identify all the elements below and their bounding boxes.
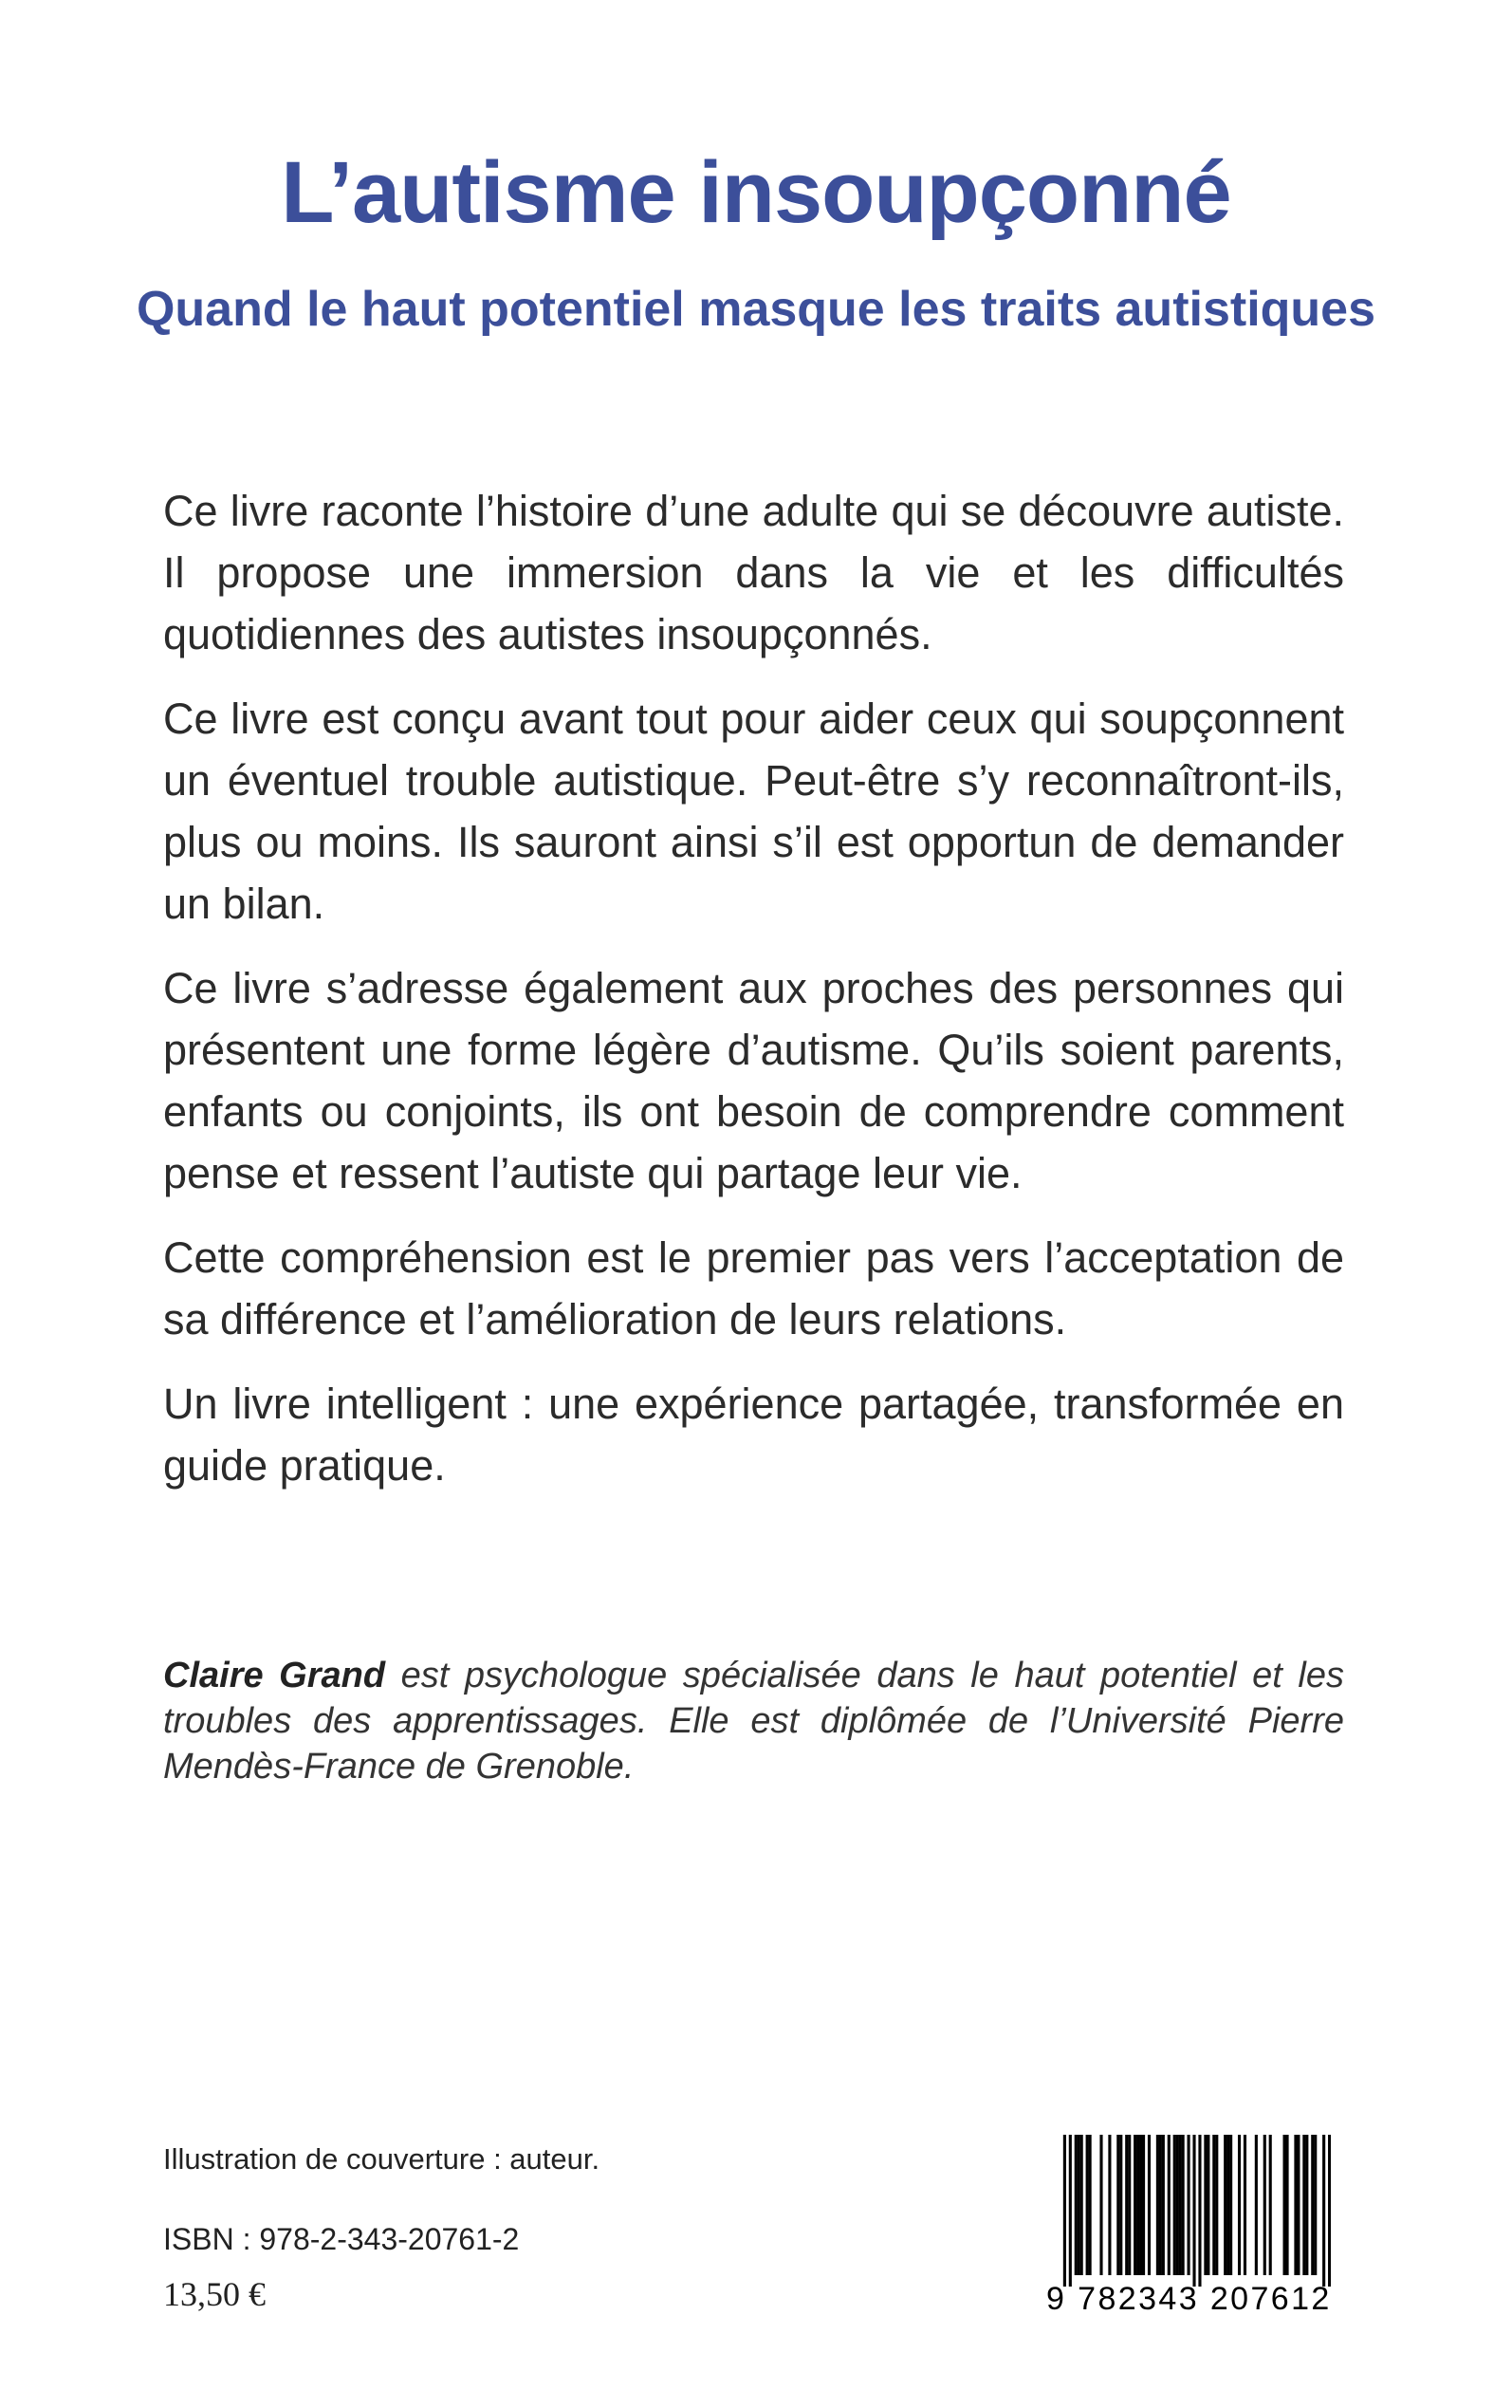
barcode-bar — [1182, 2135, 1185, 2275]
illustration-credit: Illustration de couverture : auteur. — [163, 2142, 600, 2176]
barcode-bar — [1255, 2135, 1258, 2275]
barcode-bar — [1198, 2135, 1201, 2287]
barcode-bar — [1075, 2135, 1078, 2275]
barcode-bar — [1162, 2135, 1165, 2275]
barcode-bar — [1128, 2135, 1131, 2275]
barcode-bar — [1263, 2135, 1266, 2275]
barcode-bar — [1311, 2135, 1314, 2275]
barcode-bar — [1119, 2135, 1122, 2275]
blurb-paragraph-1: Ce livre raconte l’histoire d’une adulte qui se découvre autiste. Il propose une immersion dans la vie et les difficultés quotidiennes des autistes insoupçonnés. — [163, 487, 1344, 658]
barcode-bar — [1148, 2135, 1151, 2275]
author-name: Claire Grand — [163, 1656, 386, 1695]
barcode-bar — [1063, 2135, 1066, 2287]
barcode-bar — [1139, 2135, 1142, 2275]
barcode-bar — [1229, 2135, 1232, 2275]
barcode-bar — [1238, 2135, 1241, 2275]
barcode-bar — [1136, 2135, 1139, 2275]
barcode-bars — [1046, 2135, 1331, 2287]
barcode-bar — [1188, 2135, 1190, 2275]
barcode-bar — [1173, 2135, 1176, 2275]
barcode-bar — [1244, 2135, 1246, 2275]
barcode-bar — [1226, 2135, 1229, 2275]
barcode-bar — [1168, 2135, 1171, 2275]
barcode-bar — [1283, 2135, 1286, 2275]
barcode-bar — [1285, 2135, 1288, 2275]
barcode-bar — [1099, 2135, 1102, 2275]
barcode-bar — [1297, 2135, 1300, 2275]
barcode-bar — [1156, 2135, 1159, 2275]
barcode-bar — [1207, 2135, 1209, 2275]
barcode-bar — [1179, 2135, 1182, 2275]
barcode-bar — [1116, 2135, 1119, 2275]
book-title: L’autisme insoupçonné — [281, 144, 1231, 241]
blurb-paragraph-3: Ce livre s’adresse également aux proches des personnes qui présentent une forme légère d’autisme. Qu’ils soient parents, enfants ou conjoints, ils ont besoin de comprendre comment pense et ressent l’autiste qui partage leur vie. — [163, 964, 1344, 1197]
barcode-bar — [1314, 2135, 1317, 2275]
barcode-bar — [1294, 2135, 1297, 2275]
book-subtitle: Quand le haut potentiel masque les traits autistiques — [136, 282, 1376, 337]
blurb-paragraph-4: Cette compréhension est le premier pas vers l’acceptation de sa différence et l’amélioration de leurs relations. — [163, 1233, 1344, 1343]
blurb-paragraph-2: Ce livre est conçu avant tout pour aider ceux qui soupçonnent un éventuel trouble autistique. Peut-être s’y reconnaîtront-ils, plus ou moins. Ils sauront ainsi s’il est opportun de demander un bilan. — [163, 695, 1344, 928]
barcode-bar — [1215, 2135, 1218, 2275]
barcode-bar — [1212, 2135, 1215, 2275]
barcode-bar — [1125, 2135, 1128, 2275]
price-text: 13,50 € — [163, 2275, 266, 2313]
barcode — [1046, 2135, 1331, 2321]
barcode-digits: 9 782343 207612 — [1046, 2281, 1332, 2317]
barcode-bar — [1328, 2135, 1331, 2287]
barcode-bar — [1086, 2135, 1089, 2275]
barcode-bar — [1159, 2135, 1162, 2275]
barcode-bar — [1108, 2135, 1111, 2275]
back-cover-blurb — [163, 480, 1344, 1519]
barcode-bar — [1142, 2135, 1145, 2275]
barcode-bar — [1069, 2135, 1072, 2287]
blurb-paragraph-5: Un livre intelligent : une expérience partagée, transformée en guide pratique. — [163, 1380, 1344, 1490]
author-bio-text: est psychologue spécialisée dans le haut potentiel et les troubles des apprentissages. Elle est diplômée de l’Université Pierre Mendès-France de Grenoble. — [163, 1656, 1344, 1787]
barcode-bar — [1089, 2135, 1092, 2275]
barcode-bar — [1078, 2135, 1080, 2275]
author-bio — [163, 1653, 1344, 1789]
barcode-bar — [1269, 2135, 1272, 2275]
isbn-text: ISBN : 978-2-343-20761-2 — [163, 2222, 520, 2256]
barcode-bar — [1176, 2135, 1179, 2275]
barcode-bar — [1224, 2135, 1226, 2275]
barcode-bar — [1302, 2135, 1305, 2275]
barcode-bar — [1305, 2135, 1308, 2275]
barcode-bar — [1204, 2135, 1207, 2275]
barcode-bar — [1134, 2135, 1136, 2275]
barcode-bar — [1080, 2135, 1083, 2275]
barcode-bar — [1322, 2135, 1325, 2287]
barcode-bar — [1192, 2135, 1195, 2287]
